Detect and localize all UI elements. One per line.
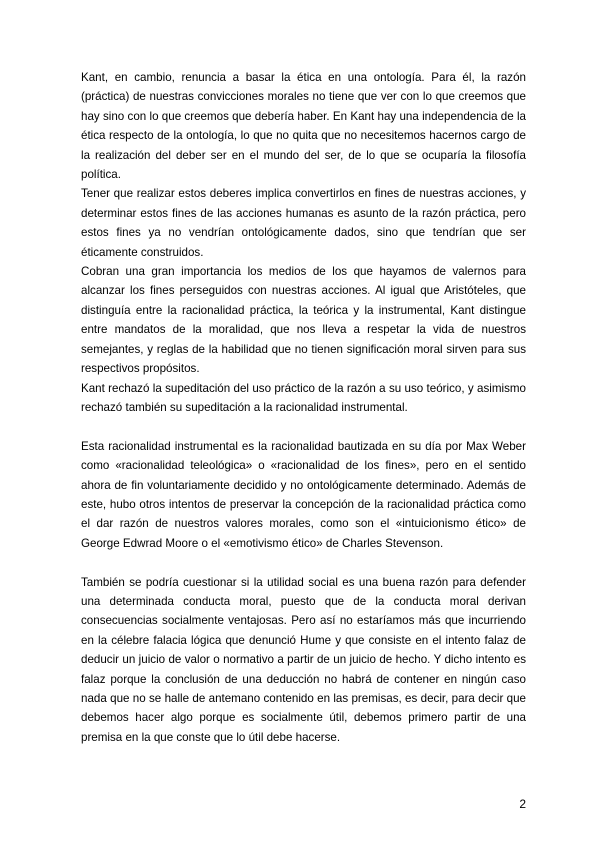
paragraph-kant-ontology: Kant, en cambio, renuncia a basar la ética en una ontología. Para él, la razón (práctica) de nuestras convicciones morales no tiene que ver con lo que creemos que hay sino con lo que creemos que debería haber. En Kant hay una independencia de la ética respecto de la ontología, lo que no quita que no necesitemos hacernos cargo de la realización del deber ser en el mundo del ser, de lo que se ocuparía la filosofía política. (81, 71, 526, 182)
page-number: 2 (519, 797, 526, 811)
body-text (81, 68, 526, 747)
paragraph-medios-racionalidad: Cobran una gran importancia los medios de los que hayamos de valernos para alcanzar los fines perseguidos con nuestras acciones. Al igual que Aristóteles, que distinguía entre la racionalidad práctica, la teórica y la instrumental, Kant distingue entre mandatos de la moralidad, que nos lleva a respetar la vida de nuestros semejantes, y reglas de la habilidad que no tienen significación moral sirven para sus respectivos propósitos. (81, 265, 526, 376)
paragraph-deberes-fines: Tener que realizar estos deberes implica convertirlos en fines de nuestras acciones, y determinar estos fines de las acciones humanas es asunto de la razón práctica, pero estos fines ya no vendrían ontológicamente dados, sino que tendrían que ser éticamente construidos. (81, 187, 526, 259)
paragraph-supeditacion: Kant rechazó la supeditación del uso práctico de la razón a su uso teórico, y asimismo rechazó también su supeditación a la racionalidad instrumental. (81, 381, 526, 414)
paragraph-utilidad-social: También se podría cuestionar si la utilidad social es una buena razón para defender una determinada conducta moral, puesto que de la conducta moral derivan consecuencias socialmente ventajosas. Pero así no estaríamos más que incurriendo en la célebre falacia lógica que denunció Hume y que consiste en el intento falaz de deducir un juicio de valor o normativo a partir de un juicio de hecho. Y dicho intento es falaz porque la conclusión de una deducción no habrá de contener en ningún caso nada que no se halle de antemano contenido en las premisas, es decir, para decir que debemos hacer algo porque es socialmente útil, debemos primero partir de una premisa en la que conste que lo útil debe hacerse. (81, 575, 526, 744)
paragraph-weber: Esta racionalidad instrumental es la racionalidad bautizada en su día por Max Weber como «racionalidad teleológica» o «racionalidad de los fines», pero en el sentido ahora de fin voluntariamente decidido y no ontológicamente determinado. Además de este, hubo otros intentos de preservar la concepción de la racionalidad práctica como el dar razón de nuestros valores morales, como son el «intuicionismo ético» de George Edwrad Moore o el «emotivismo ético» de Charles Stevenson. (81, 439, 526, 550)
